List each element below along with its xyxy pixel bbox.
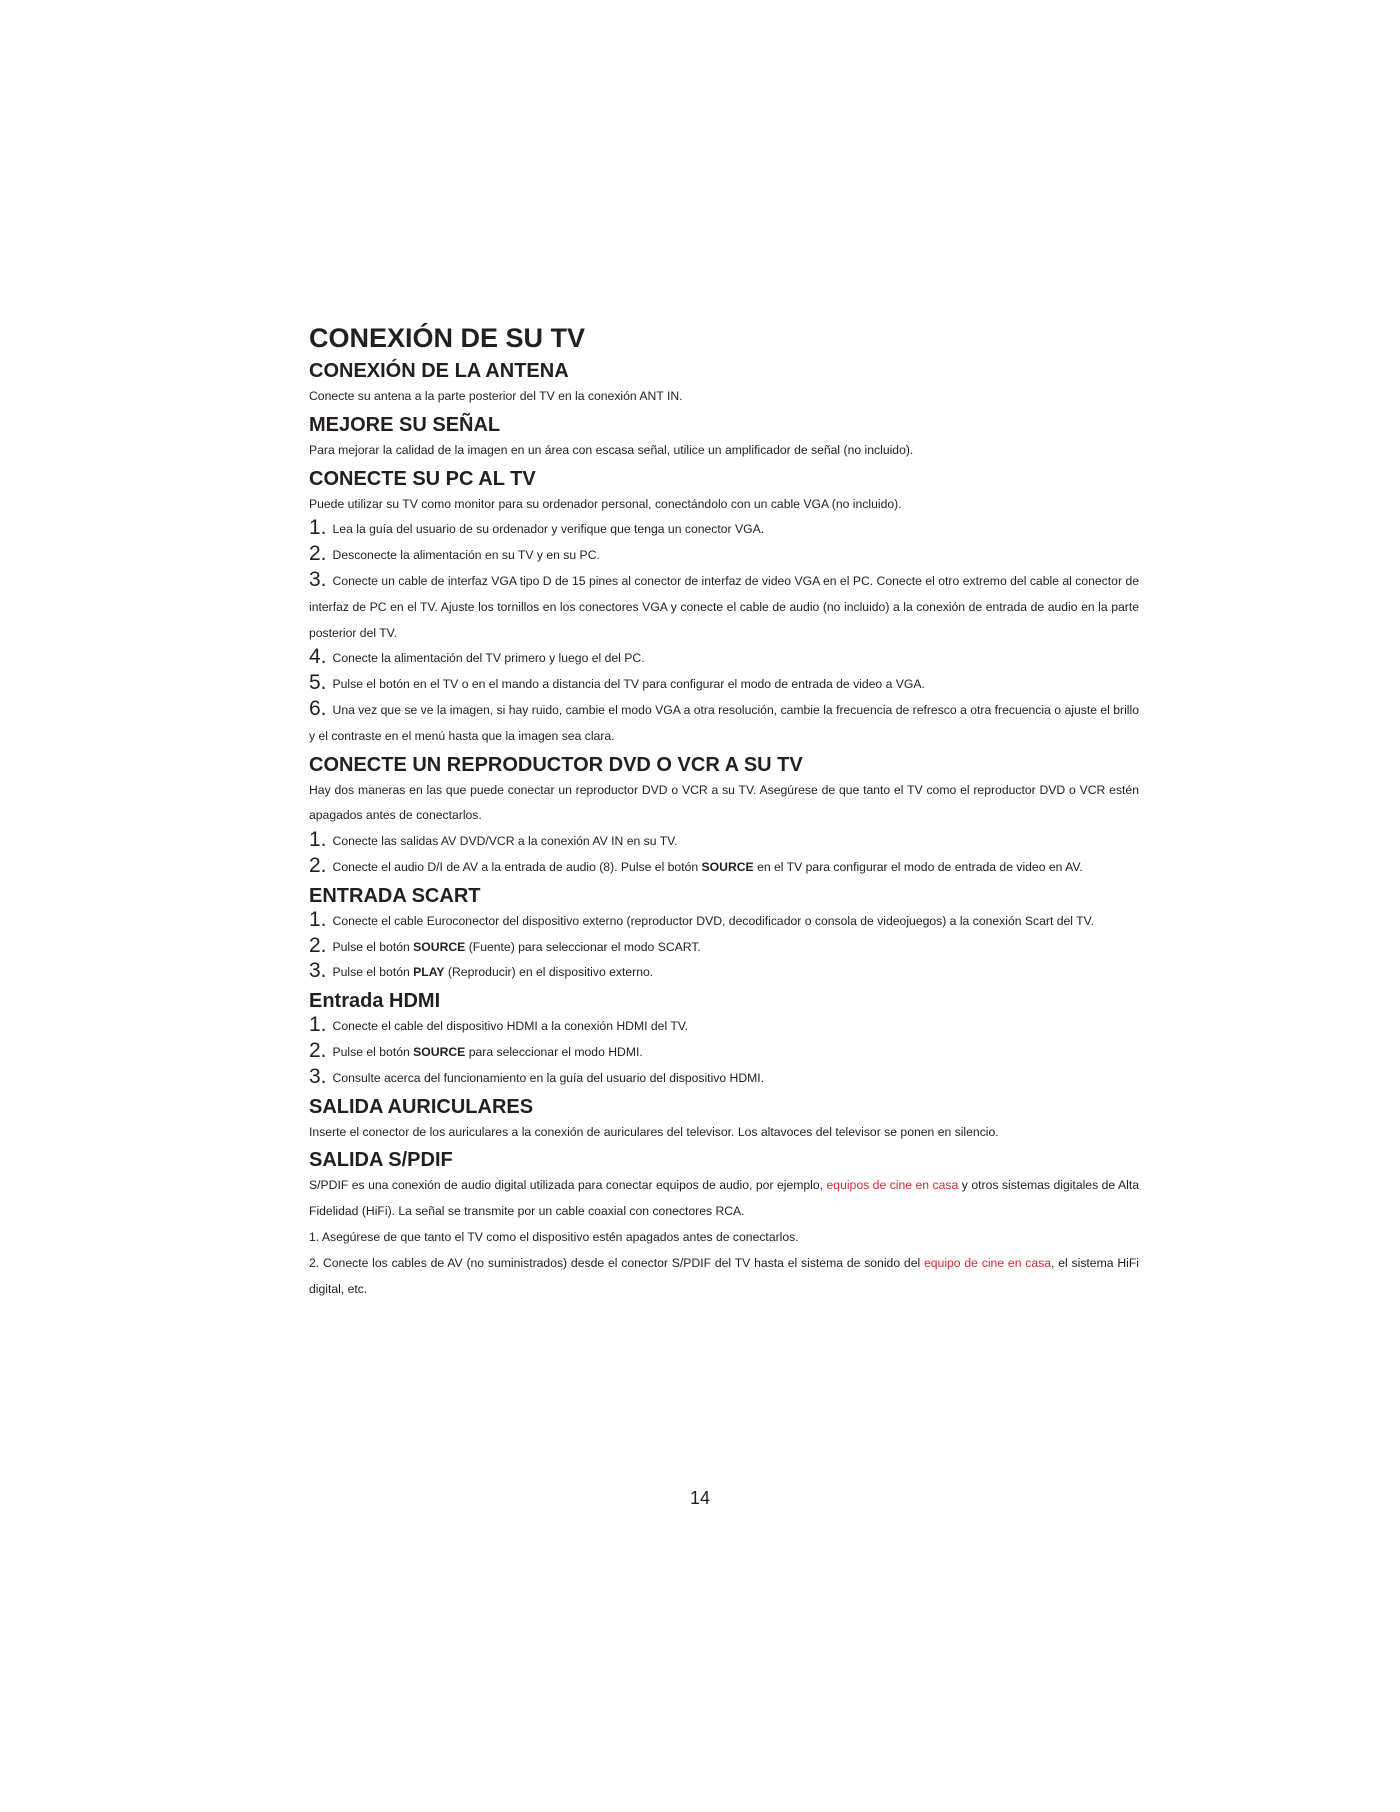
step-text: Desconecte la alimentación en su TV y en su PC. [332,548,600,563]
play-button-label: PLAY [413,965,445,980]
pc-step-4 [309,646,1139,672]
heading-hdmi: Entrada HDMI [309,990,441,1013]
step-number: 6. [309,696,327,720]
step-text: Lea la guía del usuario de su ordenador y verifique que tenga un conector VGA. [332,522,765,537]
spdif-text: S/PDIF es una conexión de audio digital utilizada para conectar equipos de audio, por ejemplo, [309,1178,827,1193]
step-text: Pulse el botón [332,1044,414,1059]
scart-step-3 [309,960,1139,986]
hdmi-step-2 [309,1040,1139,1066]
step-text: para seleccionar el modo HDMI. [465,1044,643,1059]
step-text: Conecte las salidas AV DVD/VCR a la conexión AV IN en su TV. [332,834,678,849]
pc-step-3 [309,569,1139,646]
step-text: Conecte el cable Euroconector del dispositivo externo (reproductor DVD, decodificador o consola de videojuegos) a la conexión Scart del TV. [332,913,1094,928]
spdif-paragraph-2: 1. Asegúrese de que tanto el TV como el dispositivo estén apagados antes de conectarlos. [309,1229,799,1244]
step-text: Conecte el cable del dispositivo HDMI a la conexión HDMI del TV. [332,1019,689,1034]
step-number: 1. [309,516,327,540]
spdif-paragraph-3 [309,1251,1139,1303]
step-text: Una vez que se ve la imagen, si hay ruido, cambie el modo VGA a otra resolución, cambie la frecuencia de refresco a otra frecuencia o ajuste el brillo y el contraste en el menú hasta que la imagen sea clara. [309,702,1139,743]
pc-step-1 [309,517,1139,543]
page-number: 14 [689,1488,711,1508]
scart-step-1 [309,909,1139,935]
pc-step-6 [309,698,1139,750]
heading-spdif: SALIDA S/PDIF [309,1149,453,1172]
heading-pc: CONECTE SU PC AL TV [309,467,536,490]
step-number: 4. [309,645,327,669]
home-cinema-link[interactable]: equipo de cine en casa [923,1255,1052,1270]
source-button-label: SOURCE [701,859,754,874]
pc-intro: Puede utilizar su TV como monitor para su ordenador personal, conectándolo con un cable VGA (no incluido). [309,496,902,511]
step-text: Conecte la alimentación del TV primero y luego el del PC. [332,651,645,666]
step-number: 3. [309,567,327,591]
step-text: (Reproducir) en el dispositivo externo. [444,965,654,980]
step-number: 3. [309,1064,327,1088]
dvd-step-1 [309,829,1139,855]
source-button-label: SOURCE [413,1044,466,1059]
heading-headphones: SALIDA AURICULARES [309,1095,534,1118]
signal-text: Para mejorar la calidad de la imagen en un área con escasa señal, utilice un amplificador de señal (no incluido). [309,442,914,457]
step-text: Conecte un cable de interfaz VGA tipo D de 15 pines al conector de interfaz de video VGA en el PC. Conecte el otro extremo del cable al conector de interfaz de PC en el TV. Ajuste los tornillos en los conectores VGA y conecte el cable de audio (no incluido) a la conexión de entrada de audio en la parte posterior del TV. [309,573,1139,640]
step-text: Pulse el botón [332,965,414,980]
spdif-text: 2. Conecte los cables de AV (no suministrados) desde el conector S/PDIF del TV hasta el sistema de sonido del [309,1255,924,1270]
document-body [309,318,1139,1302]
spdif-paragraph-1 [309,1173,1139,1225]
step-text: Pulse el botón [332,939,414,954]
step-number: 1. [309,907,327,931]
pc-step-5 [309,672,1139,698]
source-button-label: SOURCE [413,939,466,954]
heading-antenna: CONEXIÓN DE LA ANTENA [309,360,569,382]
headphones-text: Inserte el conector de los auriculares a la conexión de auriculares del televisor. Los altavoces del televisor se ponen en silencio. [309,1124,999,1139]
step-text: Conecte el audio D/I de AV a la entrada de audio (8). Pulse el botón [332,859,702,874]
hdmi-step-3 [309,1066,1139,1092]
page-title: CONEXIÓN DE SU TV [309,323,586,353]
pc-step-2 [309,543,1139,569]
step-text: en el TV para configurar el modo de entrada de video en AV. [753,859,1083,874]
dvd-step-2 [309,855,1139,881]
spdif-text: y otros sistemas digitales de Alta Fidelidad (HiFi). La señal se transmite por un cable coaxial con conectores RCA. [309,1178,1139,1219]
step-text: Pulse el botón en el TV o en el mando a distancia del TV para configurar el modo de entrada de video a VGA. [332,677,925,692]
step-number: 2. [309,1038,327,1062]
antenna-text: Conecte su antena a la parte posterior del TV en la conexión ANT IN. [309,389,683,403]
heading-signal: MEJORE SU SEÑAL [309,413,501,436]
dvd-intro: Hay dos maneras en las que puede conectar un reproductor DVD o VCR a su TV. Asegúrese de que tanto el TV como el reproductor DVD o VCR estén apagados antes de conectarlos. [309,782,1139,823]
step-number: 2. [309,542,327,566]
home-cinema-link[interactable]: equipos de cine en casa [826,1178,959,1193]
step-number: 2. [309,933,327,957]
step-text: Consulte acerca del funcionamiento en la guía del usuario del dispositivo HDMI. [332,1070,765,1085]
spdif-text: , el sistema HiFi digital, etc. [309,1255,1139,1296]
hdmi-step-1 [309,1014,1139,1040]
scart-step-2 [309,935,1139,961]
step-text: (Fuente) para seleccionar el modo SCART. [465,939,701,954]
step-number: 2. [309,853,327,877]
step-number: 1. [309,828,327,852]
step-number: 1. [309,1013,327,1037]
heading-scart: ENTRADA SCART [309,884,481,907]
step-number: 3. [309,959,327,983]
heading-dvd: CONECTE UN REPRODUCTOR DVD O VCR A SU TV [309,753,803,776]
step-number: 5. [309,671,327,695]
